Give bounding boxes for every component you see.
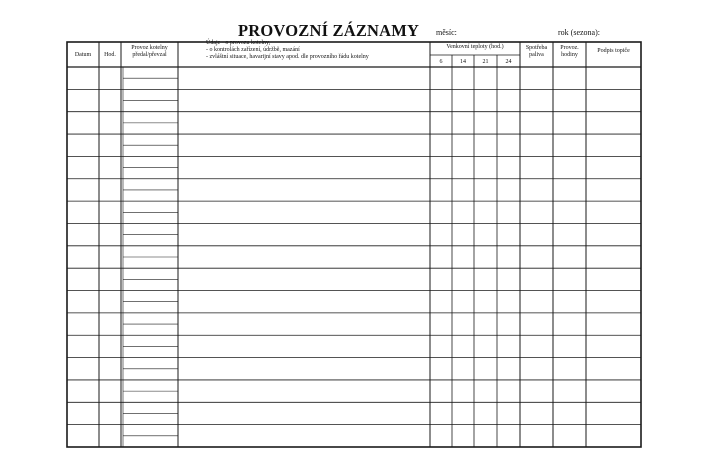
header-spotreba-line1: Spotřeba: [525, 45, 548, 51]
header-hour-14: 14: [460, 59, 466, 65]
header-hour-24: 24: [505, 59, 512, 65]
header-datum: Datum: [74, 52, 92, 58]
table-frame: [67, 42, 641, 447]
page-title: PROVOZNÍ ZÁZNAMY: [238, 21, 420, 40]
header-spotreba-paliva: [520, 45, 553, 59]
header-udaje: [206, 40, 369, 62]
header-hour-6: 6: [439, 59, 443, 65]
udaje-line-1: Údaje - o provozu kotelny,: [206, 40, 271, 46]
udaje-line-3: - zvláštní situace, havarijní stavy apod. dle provozního řádu kotelny: [206, 54, 369, 61]
header-provoz-line2: předal/převzal: [132, 52, 167, 58]
header-provozni-hodiny: [553, 45, 586, 59]
udaje-line-2: - o kontrolách zařízení, údržbě, mazání: [206, 47, 300, 54]
header-provoz-line1: Provoz kotelny: [131, 45, 168, 51]
year-label: rok (sezona):: [558, 28, 600, 37]
header-provozni-line1: Provoz.: [560, 45, 579, 51]
header-provoz-kotelny: [121, 45, 178, 59]
header-podpis-topice: Podpis topiče: [597, 48, 630, 54]
month-label: měsíc:: [436, 28, 457, 37]
header-venkovni-teploty: Venkovní teploty (hod.): [446, 44, 504, 50]
header-provozni-line2: hodiny: [561, 52, 578, 58]
header-hour-21: 21: [482, 59, 489, 65]
header-spotreba-line2: paliva: [529, 52, 544, 58]
header-hod: Hod.: [104, 52, 116, 58]
